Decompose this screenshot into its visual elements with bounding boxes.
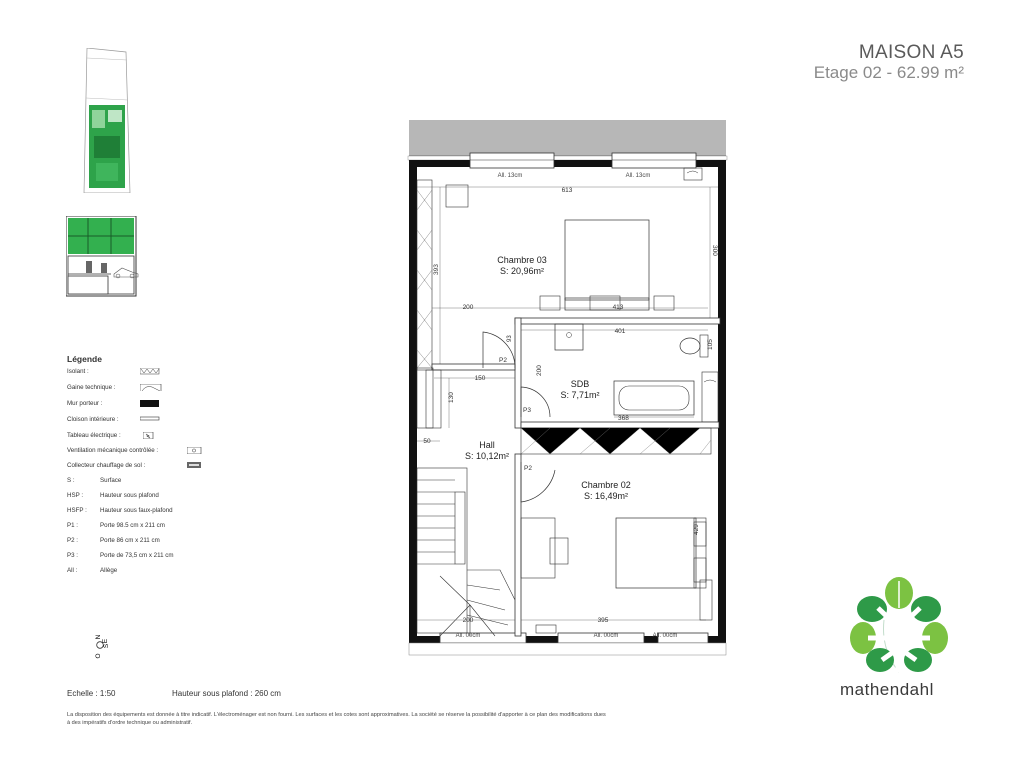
compass-e: E — [102, 638, 109, 644]
toilet-icon — [680, 338, 700, 354]
partition — [515, 318, 521, 428]
legend-abbr-row: P2 : Porte 86 cm x 211 cm — [67, 537, 160, 544]
sink-icon — [555, 324, 583, 350]
room-surface: S: 16,49m² — [583, 491, 629, 501]
disclaimer: La disposition des équipements est donnée à titre indicatif. L'électroménager est non fourni. Les surfaces et les cotes sont approximatives. La société se réserve la possibilité d'apporter à ce plan des modifications dues à des impératifs d'ordre technique ou administratif. — [67, 712, 606, 726]
window-label: All. 13cm — [625, 173, 651, 179]
partition-icon — [140, 416, 160, 423]
floor-heating-icon — [187, 462, 203, 469]
legend-abbr-row: All : Allège — [67, 567, 118, 574]
bed-icon — [565, 220, 649, 300]
legend-abbr-row: P3 : Porte de 73,5 cm x 211 cm — [67, 552, 174, 559]
door-label: P3 — [523, 407, 531, 414]
legend-row: Gaine technique : — [67, 382, 187, 393]
dim-label: 395 — [597, 617, 609, 624]
roof-band — [409, 120, 726, 156]
partition — [432, 364, 515, 370]
insulation-column — [417, 180, 432, 370]
dim-label: 413 — [612, 304, 624, 311]
legend-row: Isolant : — [67, 366, 187, 377]
window-label: All. 00cm — [593, 633, 619, 639]
load-bearing-wall-icon — [140, 400, 160, 407]
legend-row: Tableau électrique : — [67, 430, 187, 441]
window-label: All. 00cm — [652, 633, 678, 639]
dim-label: 613 — [561, 187, 573, 194]
dim-label: 50 — [423, 438, 431, 445]
compass-o: O — [95, 653, 102, 659]
floor-plan — [400, 110, 740, 670]
dim-label: 130 — [448, 392, 455, 403]
section-thumbnail — [66, 216, 146, 300]
door-label: P2 — [499, 357, 507, 364]
duct-icon — [140, 384, 162, 391]
east-wall — [718, 160, 726, 643]
bed-icon — [616, 518, 696, 588]
dim-label: 93 — [507, 335, 513, 342]
mathendahl-logo-icon — [846, 576, 952, 674]
dim-label: 300 — [711, 245, 718, 256]
site-thumbnail — [82, 48, 132, 193]
dim-label: 393 — [433, 264, 440, 275]
legend-row: Mur porteur : — [67, 398, 187, 409]
dim-label: 200 — [462, 617, 474, 624]
room-surface: S: 20,96m² — [499, 266, 545, 276]
room-name: Chambre 02 — [581, 480, 631, 490]
room-surface: S: 7,71m² — [560, 390, 600, 400]
window-label: All. 00cm — [455, 633, 481, 639]
dim-label: 429 — [693, 524, 700, 535]
legend-row: Cloison intérieure : — [67, 414, 187, 425]
compass-n: N — [95, 634, 102, 640]
compass-icon — [86, 628, 120, 662]
room-surface: S: 10,12m² — [464, 451, 510, 461]
legend-abbr-row: HSFP : Hauteur sous faux-plafond — [67, 507, 173, 514]
window-north-1 — [470, 153, 554, 168]
door-label: P2 — [524, 465, 532, 472]
legend-row: Ventilation mécanique contrôlée : — [67, 445, 207, 456]
partition — [515, 318, 720, 324]
vmc-icon — [187, 447, 203, 454]
insulation-icon — [140, 368, 160, 375]
room-name: Hall — [479, 440, 495, 450]
staircase-icon — [417, 468, 515, 636]
plan-subtitle: Etage 02 - 62.99 m² — [813, 63, 964, 82]
ceiling-height-label: Hauteur sous plafond : 260 cm — [172, 689, 281, 698]
legend-title: Légende — [67, 354, 102, 364]
dim-label: 368 — [618, 415, 629, 422]
window-north-2 — [612, 153, 696, 168]
legend-abbr-row: HSP : Hauteur sous plafond — [67, 492, 159, 499]
legend-abbr-row: P1 : Porte 98.5 cm x 211 cm — [67, 522, 165, 529]
brand-name: mathendahl — [840, 680, 934, 699]
dim-label: 150 — [474, 375, 486, 382]
dim-label: 401 — [614, 328, 626, 335]
plan-title: MAISON A5 — [858, 42, 964, 63]
legend-row: Collecteur chauffage de sol : — [67, 460, 207, 471]
electrical-panel-icon — [143, 432, 155, 439]
window-label: All. 13cm — [497, 173, 523, 179]
dim-label: 200 — [536, 365, 543, 376]
room-name: Chambre 03 — [497, 255, 547, 265]
room-name: SDB — [570, 379, 590, 389]
dim-label: 105 — [707, 339, 714, 350]
compass-s: S — [103, 643, 110, 649]
partition — [515, 454, 521, 636]
west-wall — [409, 160, 417, 643]
dim-label: 200 — [462, 304, 474, 311]
scale-label: Echelle : 1:50 — [67, 689, 116, 698]
window-south-1 — [440, 633, 526, 643]
partition — [521, 422, 719, 428]
legend-abbr-row: S : Surface — [67, 477, 122, 484]
